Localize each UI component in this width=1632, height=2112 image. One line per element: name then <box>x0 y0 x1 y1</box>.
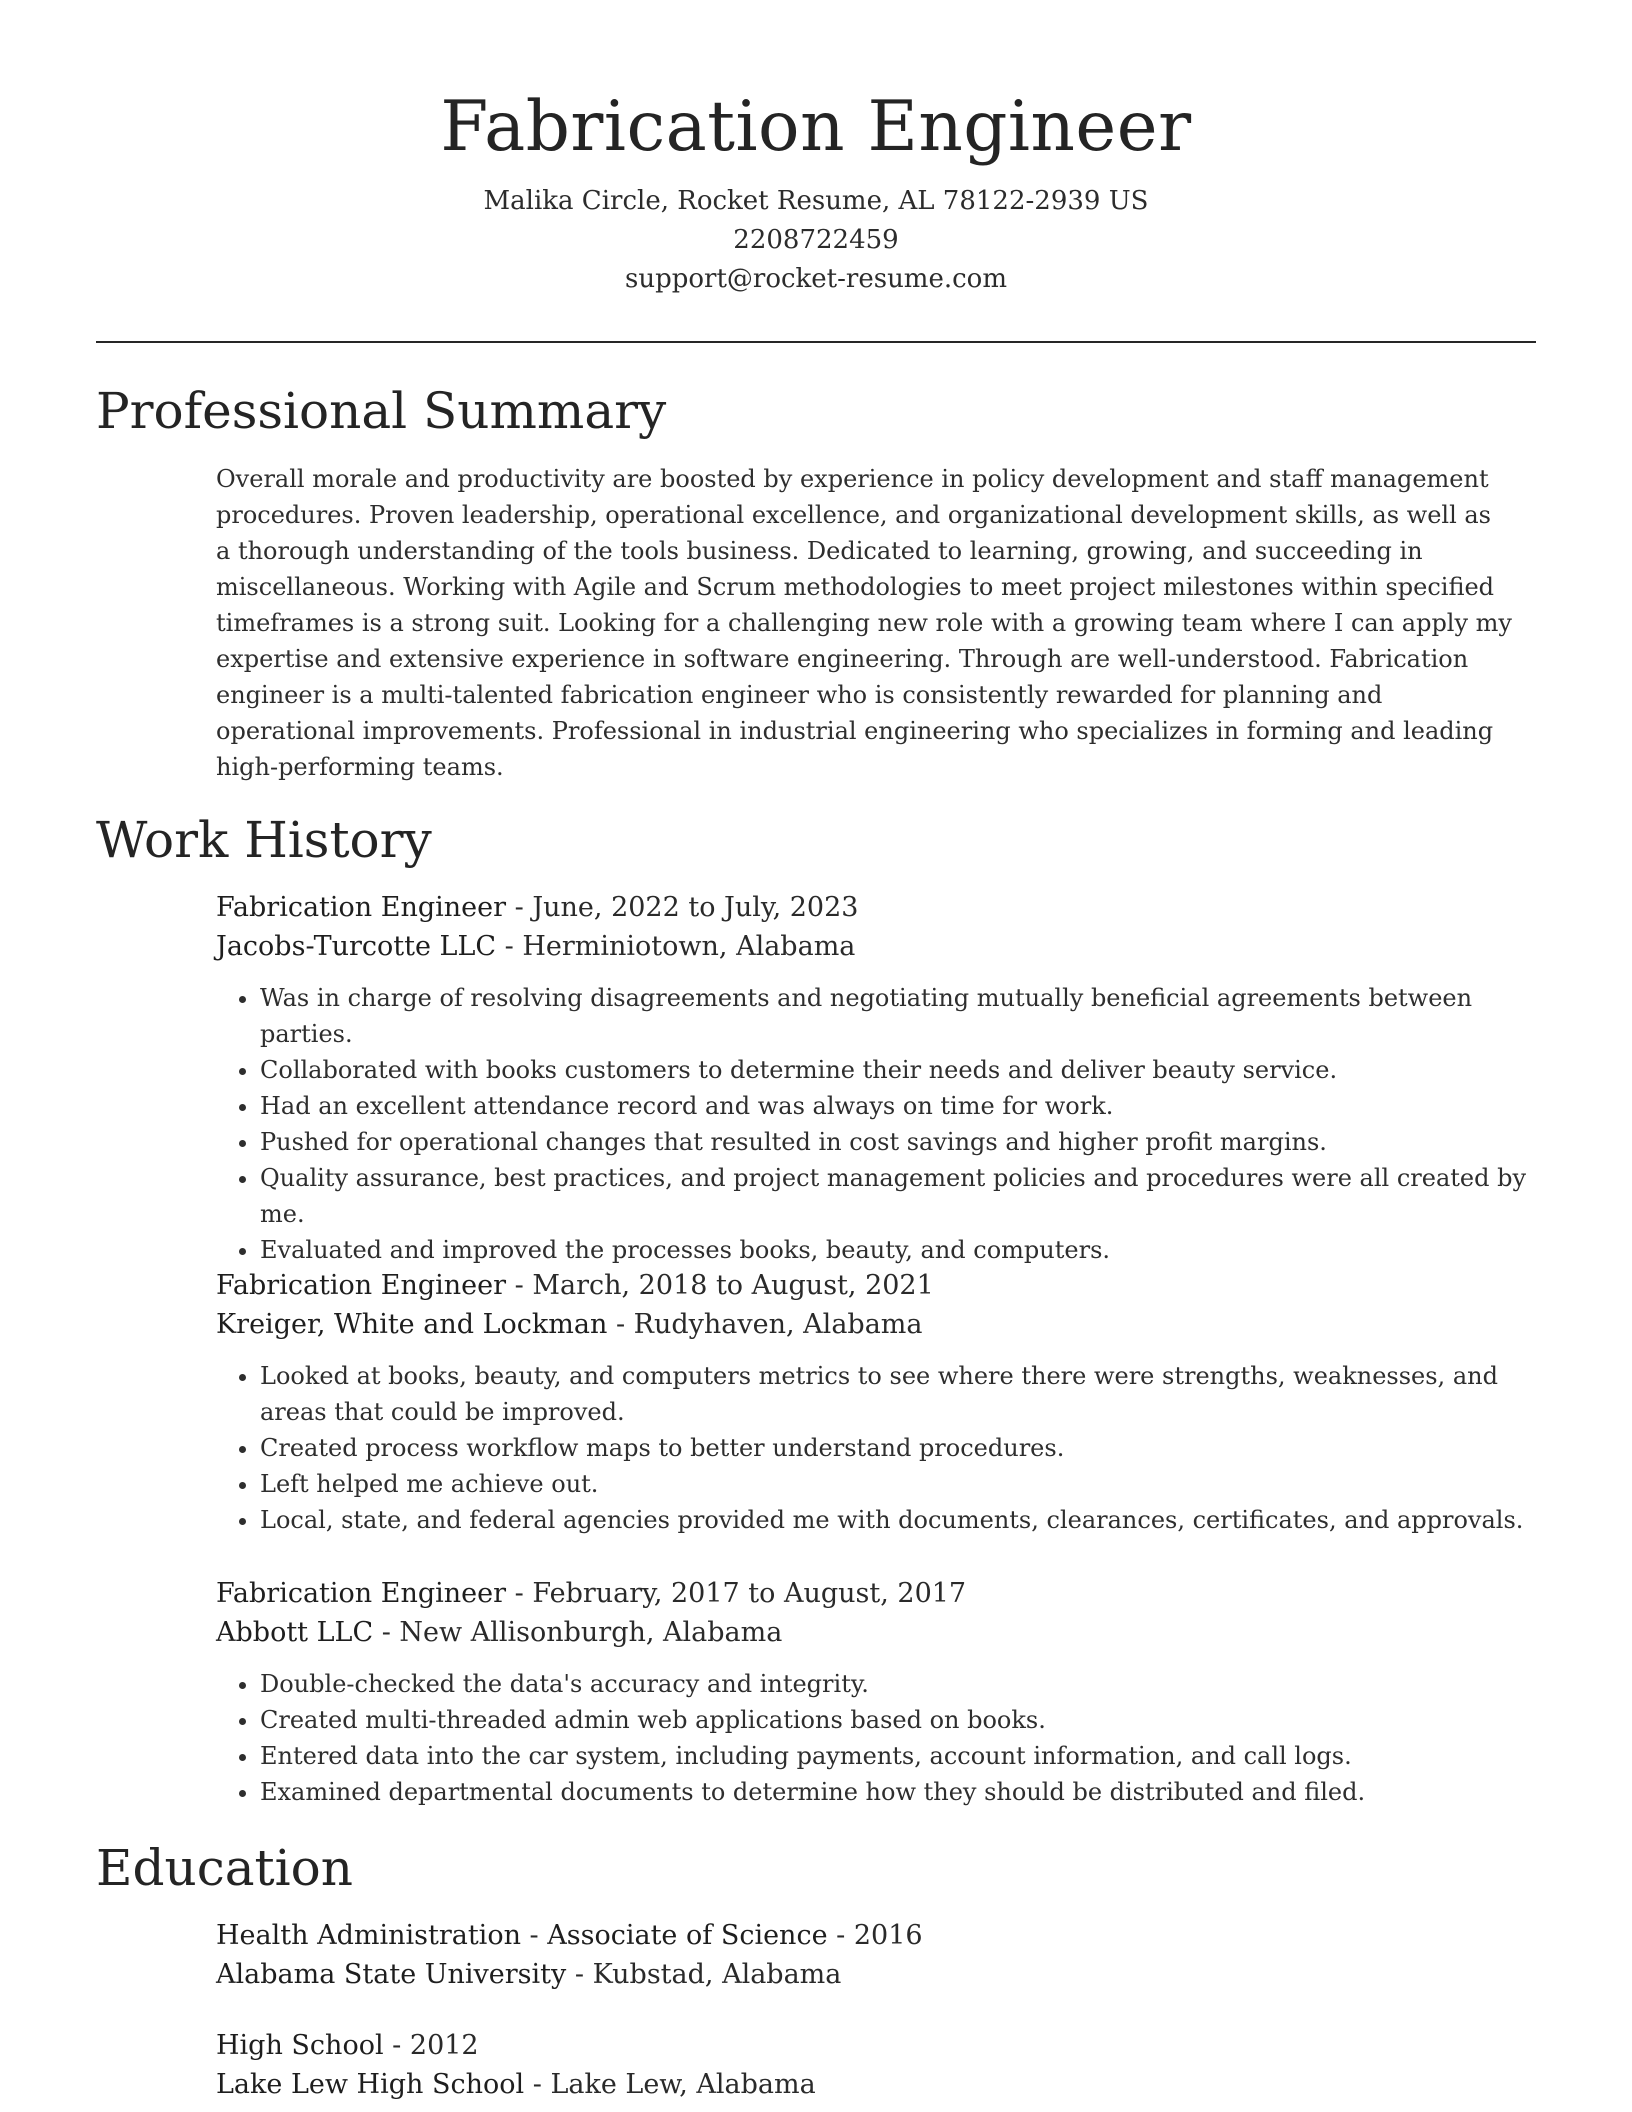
job-bullet: • Looked at books, beauty, and computers metrics to see where there were strengths, weaknesses, and areas that could be improved. <box>260 1358 1536 1430</box>
job-bullet: • Examined departmental documents to determine how they should be distributed and filed. <box>260 1774 1536 1810</box>
job-bullet: • Entered data into the car system, including payments, account information, and call logs. <box>260 1738 1536 1774</box>
education-entry <box>216 2026 1536 2104</box>
job-bullet: • Pushed for operational changes that resulted in cost savings and higher profit margins. <box>260 1124 1536 1160</box>
separator: - <box>373 1617 400 1648</box>
job-title-line <box>216 1574 1536 1613</box>
job-bullet: • Had an excellent attendance record and was always on time for work. <box>260 1088 1536 1124</box>
job-company: Kreiger, White and Lockman <box>216 1309 608 1340</box>
resume-header <box>0 0 1632 299</box>
separator: - <box>496 931 523 962</box>
job-company-line <box>216 1305 1536 1344</box>
job-dates: June, 2022 to July, 2023 <box>532 892 859 923</box>
job-title-line <box>216 1266 1536 1305</box>
job-bullet: • Double-checked the data's accuracy and integrity. <box>260 1666 1536 1702</box>
job-entry <box>216 1266 1536 1538</box>
education-year: 2012 <box>409 2030 479 2061</box>
summary-text: Overall morale and productivity are boosted by experience in policy development and staff management procedures. Proven leadership, operational excellence, and organizational development skills, as well as a thorough understanding of the tools business. Dedicated to learning, growing, and succeeding in miscellaneous. Working with Agile and Scrum methodologies to meet project milestones within specified timeframes is a strong suit. Looking for a challenging new role with a growing team where I can apply my expertise and extensive experience in software engineering. Through are well-understood. Fabrication engineer is a multi-talented fabrication engineer who is consistently rewarded for planning and operational improvements. Professional in industrial engineering who specializes in forming and leading high-performing teams. <box>216 465 1512 781</box>
job-bullet: • Left helped me achieve out. <box>260 1466 1536 1502</box>
education-heading: Education <box>96 1839 353 1897</box>
education-school-line <box>216 1955 1536 1994</box>
summary-heading: Professional Summary <box>96 382 667 440</box>
education-school: Lake Lew High School <box>216 2069 525 2100</box>
separator: - <box>383 2030 410 2061</box>
contact-phone: 2208722459 <box>733 225 899 255</box>
job-bullet: • Was in charge of resolving disagreements and negotiating mutually beneficial agreements between parties. <box>260 980 1536 1052</box>
job-dates: March, 2018 to August, 2021 <box>532 1270 934 1301</box>
education-degree-line <box>216 2026 1536 2065</box>
work-history-heading: Work History <box>96 811 432 869</box>
job-bullet: • Collaborated with books customers to determine their needs and deliver beauty service. <box>260 1052 1536 1088</box>
job-entry <box>216 1574 1536 1810</box>
education-degree-line <box>216 1916 1536 1955</box>
education-year: 2016 <box>853 1920 923 1951</box>
education-school-line <box>216 2065 1536 2104</box>
contact-address: Malika Circle, Rocket Resume, AL 78122-2939 US <box>483 186 1149 216</box>
job-bullet: • Evaluated and improved the processes books, beauty, and computers. <box>260 1232 1536 1268</box>
job-company: Jacobs-Turcotte LLC <box>216 931 497 962</box>
job-company-line <box>216 1613 1536 1652</box>
job-bullet: • Quality assurance, best practices, and project management policies and procedures were all created by me. <box>260 1160 1536 1232</box>
job-bullet: • Created process workflow maps to better understand procedures. <box>260 1430 1536 1466</box>
job-title-line <box>216 888 1536 927</box>
job-entry <box>216 888 1536 1268</box>
job-location: Herminiotown, Alabama <box>522 931 856 962</box>
job-dates: February, 2017 to August, 2017 <box>532 1578 967 1609</box>
separator: - <box>506 1578 533 1609</box>
job-bullets <box>216 980 1536 1268</box>
education-field: Health Administration <box>216 1920 521 1951</box>
job-bullet: • Local, state, and federal agencies provided me with documents, clearances, certificates, and approvals. <box>260 1502 1536 1538</box>
job-title: Fabrication Engineer <box>216 892 507 923</box>
contact-email: support@rocket-resume.com <box>624 264 1007 294</box>
job-location: New Allisonburgh, Alabama <box>399 1617 783 1648</box>
education-entry <box>216 1916 1536 1994</box>
job-title: Fabrication Engineer <box>216 1578 507 1609</box>
separator: - <box>506 892 533 923</box>
job-company: Abbott LLC <box>216 1617 374 1648</box>
separator: - <box>827 1920 854 1951</box>
education-field: High School <box>216 2030 384 2061</box>
job-bullets <box>216 1358 1536 1538</box>
separator: - <box>607 1309 634 1340</box>
job-bullets <box>216 1666 1536 1810</box>
contact-block <box>0 182 1632 299</box>
job-bullet: • Created multi-threaded admin web applications based on books. <box>260 1702 1536 1738</box>
separator: - <box>506 1270 533 1301</box>
separator: - <box>520 1920 548 1951</box>
education-school: Alabama State University <box>216 1959 567 1990</box>
header-divider <box>96 341 1536 343</box>
education-location: Kubstad, Alabama <box>592 1959 842 1990</box>
job-location: Rudyhaven, Alabama <box>633 1309 923 1340</box>
education-degree: Associate of Science <box>547 1920 828 1951</box>
education-location: Lake Lew, Alabama <box>550 2069 816 2100</box>
separator: - <box>566 1959 593 1990</box>
job-company-line <box>216 927 1536 966</box>
separator: - <box>524 2069 551 2100</box>
resume-title: Fabrication Engineer <box>440 87 1192 167</box>
job-title: Fabrication Engineer <box>216 1270 507 1301</box>
